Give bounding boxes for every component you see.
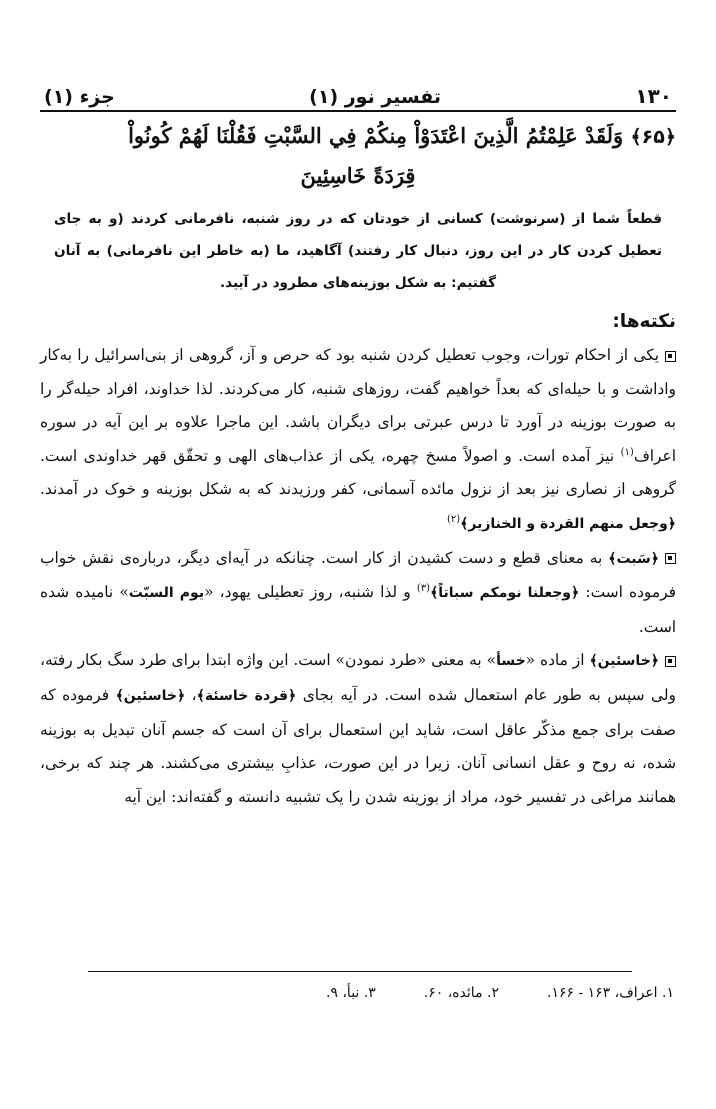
footnotes xyxy=(60,985,674,1001)
footnote-3: ۳. نبأ، ۹. xyxy=(325,985,376,1001)
note-3-quote-4: ﴿خاسئین﴾ xyxy=(115,687,186,704)
note-2-quote-3: یوم السبّت xyxy=(128,585,205,602)
note-2-quote-2: ﴿وجعلنا نومکم سباتاً﴾ xyxy=(430,585,580,602)
footnote-ref-2[interactable]: (۲) xyxy=(446,513,461,525)
footnote-rule xyxy=(88,971,632,972)
note-3-text-d: فرموده که صفت برای جمع مذکّر عاقل است، شاید این استعمال برای آن است که جسم آنان تبدیل به بوزینه شده، نه روح و عقل انسانی آنان. زیرا در این صورت، عذابِ بیشتری می‌کشند. هر چند که برخی، همانند مراغی در تفسیر خود، مراد از بوزینه شدن را یک تشبیه دانسته و گفته‌اند: این آیه xyxy=(40,685,676,806)
book-title: تفسیر نور (۱) xyxy=(309,86,442,108)
bullet-square-icon xyxy=(665,656,676,667)
note-3-text-c: ، xyxy=(185,685,197,704)
footnote-1: ۱. اعراف، ۱۶۳ - ۱۶۶. xyxy=(547,985,674,1001)
bullet-square-icon xyxy=(665,553,676,564)
note-2-text-c: » نامیده شده است. xyxy=(40,583,676,636)
verse-number: ﴿۶۵﴾ xyxy=(630,126,676,148)
note-2-text-b: و لذا شنبه، روز تعطیلی یهود، « xyxy=(204,583,417,602)
note-2-text-a: به معنای قطع و دست کشیدن از کار است. چنانکه در آیه‌ای دیگر، درباره‌ی نقش خواب فرموده است: xyxy=(40,548,676,602)
footnote-ref-3[interactable]: (۳) xyxy=(416,583,431,595)
part-label: جزء (۱) xyxy=(44,86,115,108)
note-2-quote-1: ﴿سَبت﴾ xyxy=(608,550,659,567)
footnote-2: ۲. مائده، ۶۰. xyxy=(423,985,499,1001)
note-3-quote-3: ﴿قردة خاسئة﴾ xyxy=(196,687,297,704)
note-1-text-b: نیز آمده است. و اصولاً مسخ چهره، یکی از عذاب‌های الهی و تحقّق قهر خداوندی است. گروهی از نصاری نیز بعد از نزول مائده آسمانی، کفر ورزیدند که به شکل بوزینه و خوک در آمدند. xyxy=(40,446,676,499)
footnote-ref-1[interactable]: (۱) xyxy=(620,446,634,458)
note-3-text-b: » به معنی «طرد نمودن» است. این واژه ابتدا برای طرد سگ بکار رفته، ولی سپس به طور عام استعمال شده است. در آیه بجای xyxy=(40,651,676,704)
header-rule xyxy=(40,110,676,112)
note-2 xyxy=(40,542,676,645)
verse-text-line2: قِرَدَةً خَاسِئِينَ xyxy=(300,163,416,188)
notes-title: نکته‌ها: xyxy=(612,311,676,332)
page xyxy=(40,74,676,814)
note-1-text-a: یکی از احکام تورات، وجوب تعطیل کردن شنبه بود که حرص و آز، گروهی از بنی‌اسرائیل را به‌کار واداشت و با حیله‌ای که بعداً خواهیم گفت، روزهای شنبه، کار می‌کردند. لذا خداوند، افراد حیله‌گر را به صورت بوزینه در آورد تا درس عبرتی برای دیگران باشد. این ماجرا علاوه بر این آیه در سوره اعراف xyxy=(40,346,676,465)
page-number: ۱۳۰ xyxy=(635,84,672,108)
note-3-quote-1: ﴿خاسئین﴾ xyxy=(589,653,659,670)
page-header xyxy=(40,74,676,108)
quran-verse xyxy=(40,116,676,157)
note-3-quote-2: خسأ xyxy=(496,653,526,670)
note-3 xyxy=(40,644,676,814)
note-1 xyxy=(40,339,676,542)
note-3-text-a: از ماده « xyxy=(525,651,590,670)
bullet-square-icon xyxy=(665,351,676,362)
verse-text-line1: وَلَقَدْ عَلِمْتُمُ الَّذِينَ اعْتَدَوْاْ مِنكُمْ فِي السَّبْتِ فَقُلْنَا لَهُمْ كُونُواْ xyxy=(128,123,624,148)
verse-translation: قطعاً شما از (سرنوشت) کسانی از خودتان که در روز شنبه، نافرمانی کردند (و به جای تعطیل کردن کار در این روز، دنبال کار رفتند) آگاهید، ما (به خاطر این نافرمانی) به آنان گفتیم: به شکل بوزینه‌های مطرود در آیید. xyxy=(54,211,662,291)
note-1-quote: ﴿وجعل منهم القردة و الخنازیر﴾ xyxy=(460,515,676,532)
